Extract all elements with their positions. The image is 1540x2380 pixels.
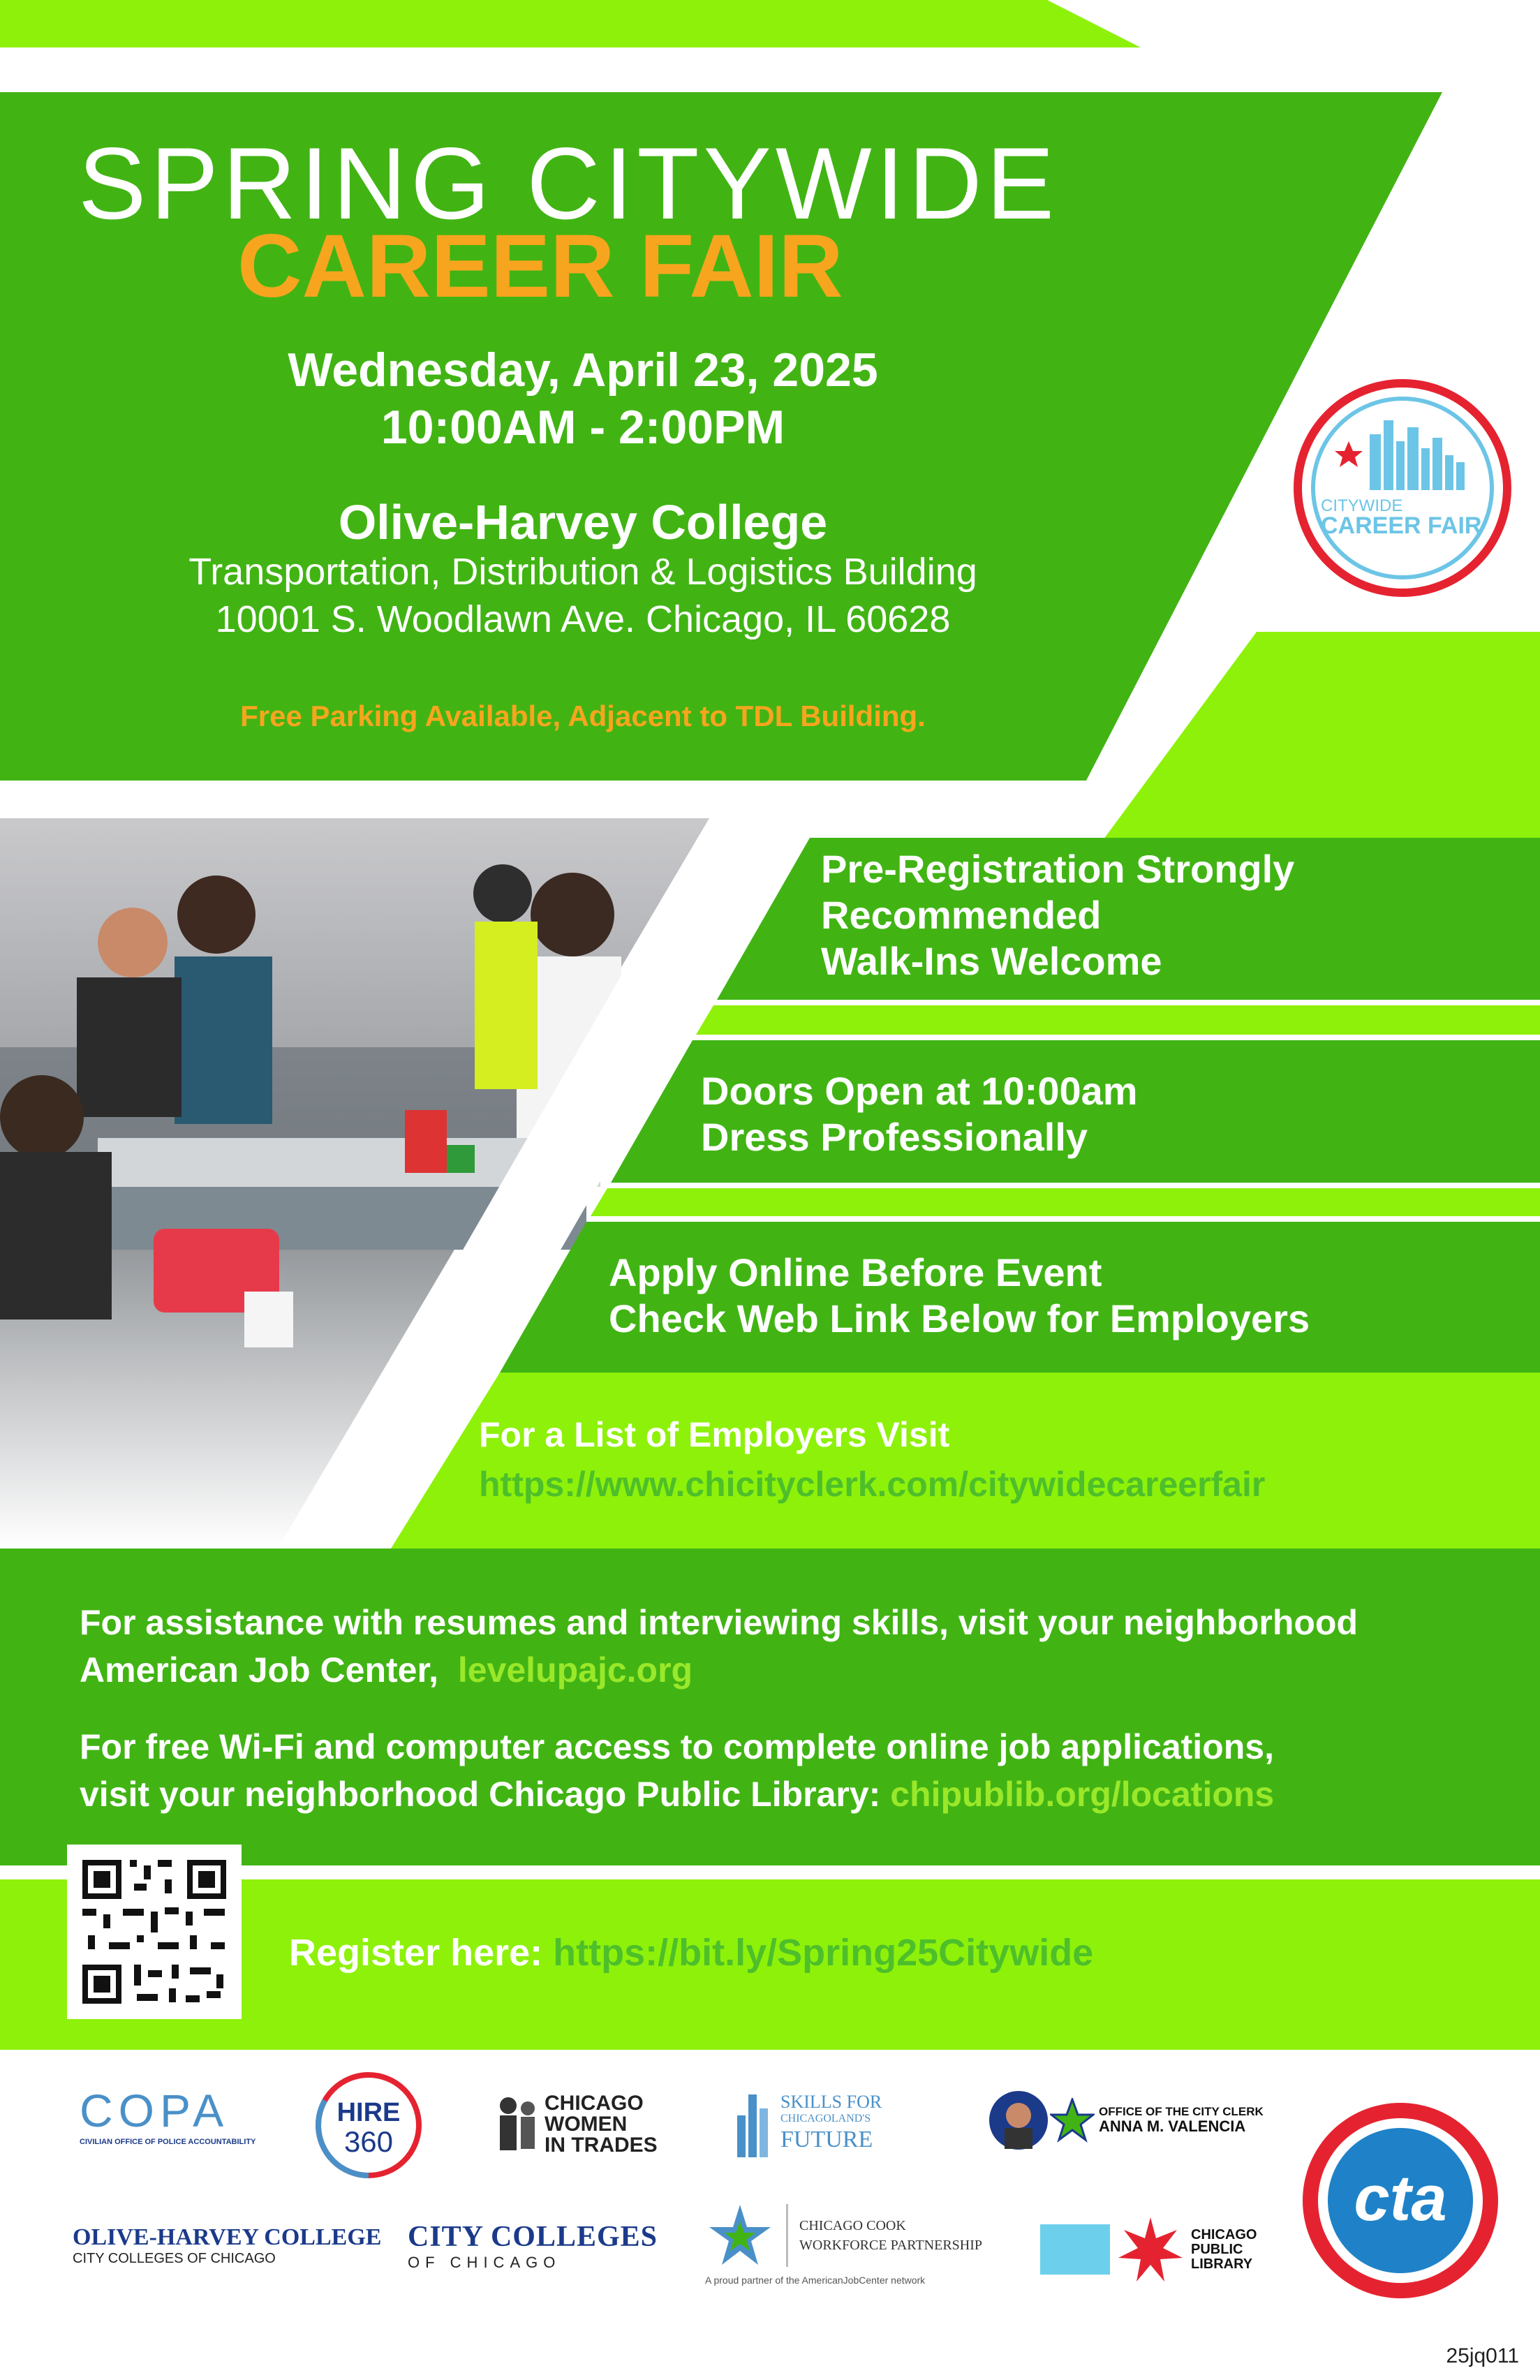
assist-ajc-line-1: For assistance with resumes and interviewing skills, visit your neighborhood bbox=[80, 1603, 1358, 1642]
assist-library-line-2: visit your neighborhood Chicago Public Library: bbox=[80, 1775, 881, 1814]
parking-note: Free Parking Available, Adjacent to TDL Building. bbox=[240, 700, 926, 732]
band-registration-line-3: Walk-Ins Welcome bbox=[821, 939, 1162, 984]
olive-harvey-logo bbox=[73, 2224, 381, 2267]
band-registration bbox=[821, 846, 1294, 984]
ccwp-line-1: CHICAGO COOK bbox=[799, 2218, 906, 2233]
ccwp-logo bbox=[705, 2201, 982, 2286]
ccwp-star-icon bbox=[705, 2201, 775, 2270]
copa-logo-text: COPA bbox=[80, 2085, 230, 2136]
cpl-line-3: LIBRARY bbox=[1191, 2256, 1253, 2272]
venue-name: Olive-Harvey College bbox=[338, 495, 828, 549]
band-registration-line-2: Recommended bbox=[821, 893, 1102, 938]
skills-line-1: SKILLS FOR bbox=[780, 2092, 882, 2113]
ohc-line-2: CITY COLLEGES OF CHICAGO bbox=[73, 2251, 276, 2266]
register-label: Register here: bbox=[289, 1932, 543, 1974]
badge-line-1: CITYWIDE bbox=[1321, 496, 1403, 515]
cpl-line-1: CHICAGO bbox=[1191, 2226, 1257, 2242]
assist-library bbox=[80, 1723, 1274, 1818]
ohc-line-1: OLIVE-HARVEY COLLEGE bbox=[73, 2224, 382, 2250]
band-apply-line-2: Check Web Link Below for Employers bbox=[609, 1296, 1310, 1341]
cwit-line-2: WOMEN bbox=[545, 2113, 628, 2136]
street-address: 10001 S. Woodlawn Ave. Chicago, IL 60628 bbox=[215, 598, 951, 640]
band-doors bbox=[701, 1068, 1138, 1160]
clerk-line-2: ANNA M. VALENCIA bbox=[1099, 2117, 1246, 2136]
event-datetime bbox=[70, 342, 1096, 456]
cpl-star-icon bbox=[1116, 2215, 1185, 2284]
venue-address bbox=[70, 549, 1096, 643]
title-line-2: CAREER FAIR bbox=[237, 216, 843, 316]
hire360-logo bbox=[311, 2068, 426, 2182]
clerk-star-icon bbox=[1050, 2098, 1095, 2143]
copa-logo-subtext: CIVILIAN OFFICE OF POLICE ACCOUNTABILITY bbox=[80, 2138, 256, 2146]
band-registration-line-1: Pre-Registration Strongly bbox=[821, 847, 1295, 891]
assist-library-line-1: For free Wi-Fi and computer access to complete online job applications, bbox=[80, 1727, 1274, 1766]
ccwp-line-2: WORKFORCE PARTNERSHIP bbox=[799, 2238, 983, 2253]
hire-number: 360 bbox=[343, 2125, 394, 2158]
library-link[interactable]: chipublib.org/locations bbox=[890, 1775, 1275, 1814]
ajc-link[interactable]: levelupajc.org bbox=[457, 1650, 693, 1690]
city-colleges-logo bbox=[408, 2220, 658, 2272]
ccc-line-2: OF CHICAGO bbox=[408, 2254, 561, 2271]
skills-line-3: FUTURE bbox=[780, 2126, 873, 2152]
hire-label: HIRE bbox=[336, 2098, 401, 2127]
clerk-portrait-icon bbox=[987, 2089, 1050, 2152]
cwit-line-1: CHICAGO bbox=[545, 2092, 644, 2115]
title-line-1: SPRING CITYWIDE bbox=[78, 126, 1059, 240]
badge-line-2: CAREER FAIR bbox=[1321, 512, 1482, 539]
ccc-line-1: CITY COLLEGES bbox=[408, 2221, 658, 2253]
career-fair-badge bbox=[1293, 378, 1512, 598]
cwit-figures-icon bbox=[493, 2094, 542, 2154]
cpl-line-2: PUBLIC bbox=[1191, 2241, 1243, 2257]
cta-logo bbox=[1300, 2100, 1501, 2301]
register-line bbox=[289, 1931, 1093, 1974]
cta-logo-text: cta bbox=[1354, 2163, 1447, 2234]
assist-ajc-line-2: American Job Center, bbox=[80, 1650, 439, 1690]
skills-line-2: CHICAGOLAND'S bbox=[780, 2113, 871, 2125]
event-time: 10:00AM - 2:00PM bbox=[380, 400, 785, 454]
ccwp-tagline: A proud partner of the AmericanJobCenter network bbox=[705, 2275, 926, 2286]
footer-code: 25jq011 bbox=[1446, 2344, 1519, 2367]
cwit-line-3: IN TRADES bbox=[545, 2134, 658, 2157]
band-apply-line-1: Apply Online Before Event bbox=[609, 1250, 1102, 1294]
qr-code[interactable] bbox=[67, 1845, 242, 2019]
skills-building-icon bbox=[734, 2087, 776, 2157]
assist-ajc bbox=[80, 1599, 1358, 1694]
city-clerk-logo bbox=[987, 2089, 1264, 2152]
register-link[interactable]: https://bit.ly/Spring25Citywide bbox=[553, 1932, 1094, 1974]
building-name: Transportation, Distribution & Logistics Building bbox=[188, 551, 977, 593]
employers-list-label: For a List of Employers Visit bbox=[479, 1415, 950, 1454]
copa-logo bbox=[80, 2087, 256, 2146]
cpl-logo bbox=[1040, 2215, 1257, 2284]
clerk-line-1: OFFICE OF THE CITY CLERK bbox=[1099, 2104, 1264, 2118]
cwit-logo bbox=[493, 2093, 658, 2156]
band-doors-line-2: Dress Professionally bbox=[701, 1115, 1088, 1160]
skills-logo bbox=[734, 2087, 882, 2157]
employers-list-link[interactable]: https://www.chicityclerk.com/citywidecareerfair bbox=[479, 1465, 1266, 1504]
event-date: Wednesday, April 23, 2025 bbox=[288, 343, 878, 397]
band-doors-line-1: Doors Open at 10:00am bbox=[701, 1069, 1138, 1113]
band-apply bbox=[609, 1250, 1310, 1342]
cpl-color-block bbox=[1040, 2224, 1110, 2275]
